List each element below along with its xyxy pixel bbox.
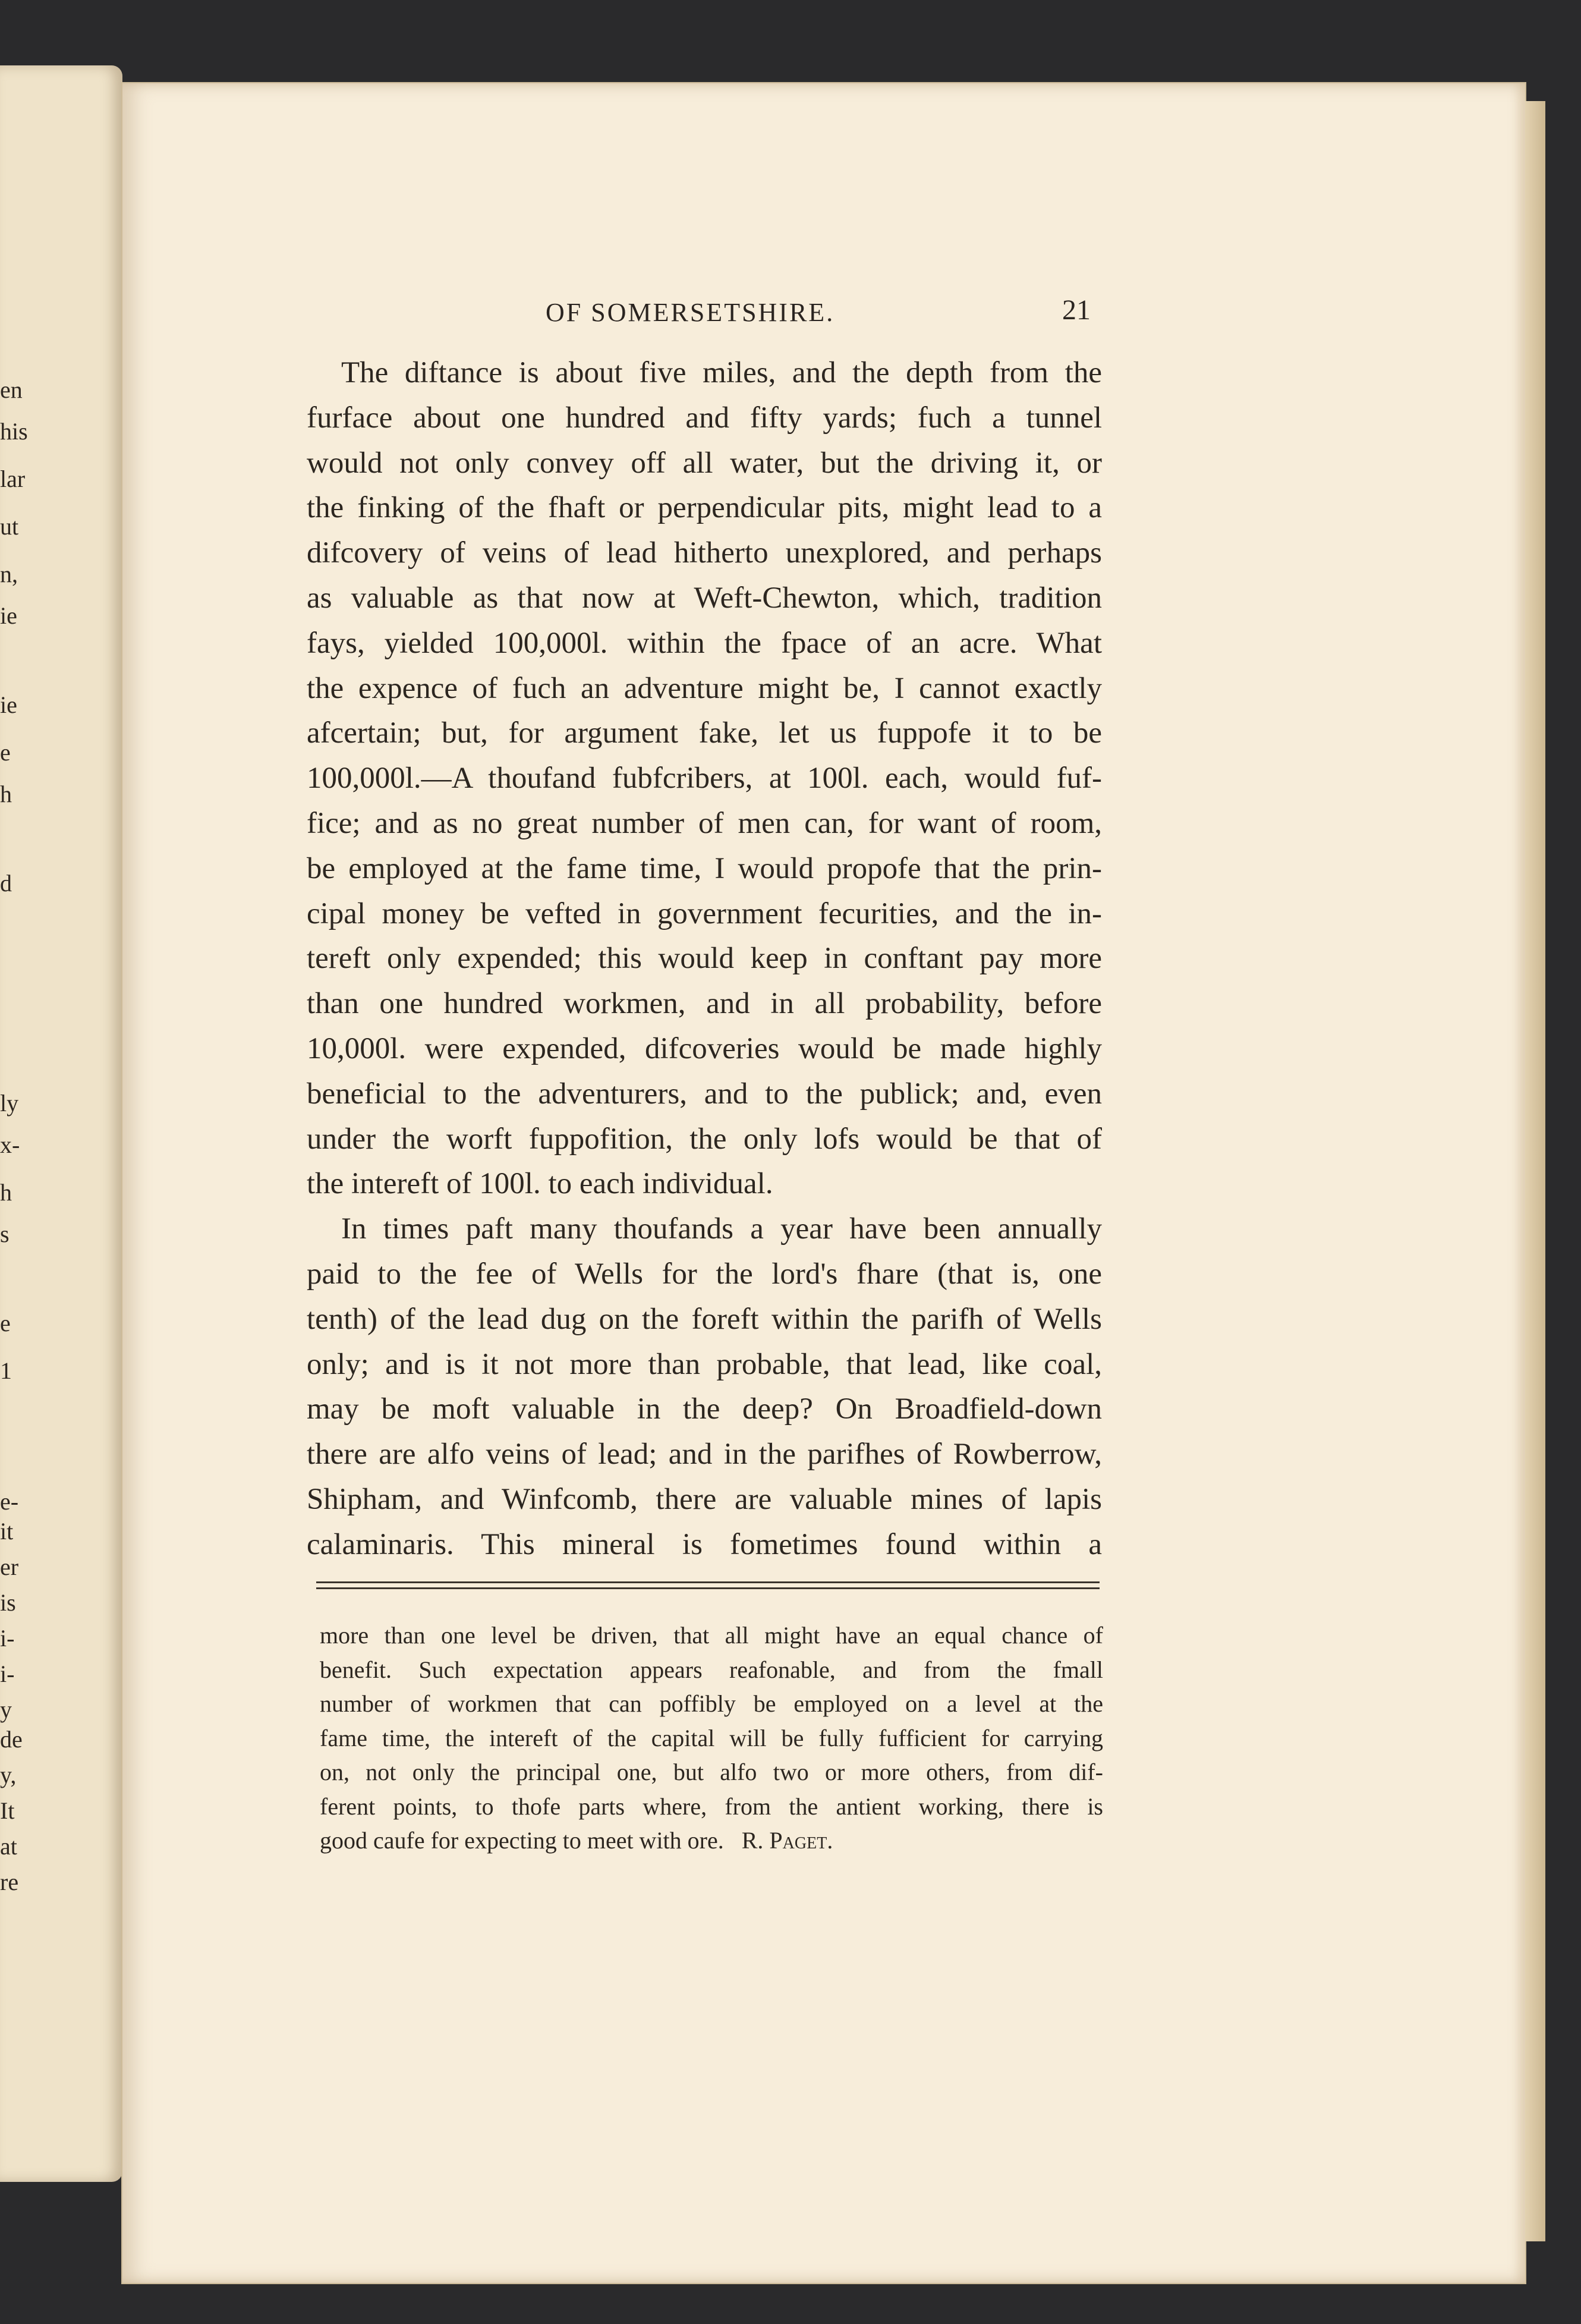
left-fragment: his — [0, 418, 28, 445]
left-fragment: e- — [0, 1488, 19, 1515]
left-fragment: 1 — [0, 1357, 12, 1384]
text-line: the expence of fuch an adventure might be, I cannot exactly — [307, 671, 1102, 705]
left-fragment: lar — [0, 466, 26, 492]
text-line: calaminaris. This mineral is fometimes found within a — [307, 1527, 1102, 1561]
text-line: there are alfo veins of lead; and in the parifhes of Rowberrow, — [307, 1438, 1102, 1471]
left-fragment: ut — [0, 513, 19, 540]
footnote-line — [320, 1823, 1103, 1858]
left-fragment: y, — [0, 1762, 17, 1788]
left-fragment: re — [0, 1869, 19, 1895]
left-fragment: is — [0, 1589, 16, 1616]
text-line: only; and is it not more than probable, that lead, like coal, — [307, 1347, 1102, 1381]
page-number: 21 — [1062, 294, 1091, 326]
left-fragment: e — [0, 1310, 11, 1336]
footnote-rule — [316, 1587, 1100, 1589]
text-line: would not only convey off all water, but the driving it, or — [307, 446, 1102, 480]
running-head: OF SOMERSETSHIRE. — [546, 298, 835, 327]
page-edge — [1525, 101, 1545, 2241]
left-fragment: ly — [0, 1090, 19, 1117]
left-fragment: e — [0, 739, 11, 766]
left-fragment: er — [0, 1553, 19, 1580]
text-line: the finking of the fhaft or perpendicular pits, might lead to a — [307, 491, 1102, 525]
left-fragment: ie — [0, 691, 17, 718]
text-line: afcertain; but, for argument fake, let us fuppofe it to be — [307, 716, 1102, 750]
text-line: be employed at the fame time, I would propofe that the prin- — [307, 851, 1102, 885]
left-fragment: n, — [0, 561, 18, 587]
footnote-line: on, not only the principal one, but alfo two or more others, from dif- — [320, 1759, 1103, 1785]
left-fragment: y — [0, 1696, 12, 1723]
text-line: Shipham, and Winfcomb, there are valuable mines of lapis — [307, 1482, 1102, 1516]
left-fragment: ie — [0, 602, 17, 629]
left-fragment: i- — [0, 1661, 15, 1687]
footnote — [320, 1618, 1103, 1858]
text-line: tenth) of the lead dug on the foreft within the parifh of Wells — [307, 1302, 1102, 1336]
text-line: difcovery of veins of lead hitherto unexplored, and perhaps — [307, 536, 1102, 570]
footnote-line: more than one level be driven, that all might have an equal chance of — [320, 1622, 1103, 1649]
text-line: fays, yielded 100,000l. within the fpace of an acre. What — [307, 626, 1102, 660]
text-line: the intereft of 100l. to each individual. — [307, 1167, 773, 1201]
left-fragment: i- — [0, 1625, 15, 1652]
left-fragment: h — [0, 1179, 12, 1206]
text-line: In times paft many thoufands a year have been annually — [341, 1212, 1102, 1246]
text-line: paid to the fee of Wells for the lord's fhare (that is, one — [307, 1257, 1102, 1291]
text-line: 100,000l.—A thoufand fubfcribers, at 100l. each, would fuf- — [307, 762, 1102, 795]
left-fragment: It — [0, 1797, 15, 1824]
footnote-final-text: good caufe for expecting to meet with ore. — [320, 1827, 724, 1854]
footnote-line: number of workmen that can poffibly be employed on a level at the — [320, 1690, 1103, 1717]
text-line: The diftance is about five miles, and the depth from the — [341, 356, 1102, 389]
text-line: fice; and as no great number of men can, for want of room, — [307, 806, 1102, 840]
left-fragment: de — [0, 1726, 23, 1753]
text-line: tereft only expended; this would keep in conftant pay more — [307, 942, 1102, 976]
text-line: as valuable as that now at Weft-Chewton, which, tradition — [307, 581, 1102, 615]
text-line: may be moft valuable in the deep? On Broadfield-down — [307, 1392, 1102, 1426]
left-fragment: en — [0, 376, 23, 403]
left-fragment: s — [0, 1221, 10, 1247]
left-fragment: x- — [0, 1131, 20, 1158]
footnote-line: ferent points, to thofe parts where, from the antient working, there is — [320, 1792, 1103, 1820]
left-fragment: d — [0, 870, 12, 897]
footnote-rule — [316, 1581, 1100, 1583]
text-line: under the worft fuppofition, the only lofs would be that of — [307, 1122, 1102, 1156]
text-line: beneficial to the adventurers, and to the publick; and, even — [307, 1077, 1102, 1111]
left-fragment: at — [0, 1833, 17, 1860]
text-line: 10,000l. were expended, difcoveries would be made highly — [307, 1032, 1102, 1065]
footnote-line: fame time, the intereft of the capital will be fully fufficient for carrying — [320, 1724, 1103, 1751]
body-text — [307, 351, 1102, 1568]
left-fragment: h — [0, 781, 12, 807]
footnote-line: benefit. Such expectation appears reafonable, and from the fmall — [320, 1656, 1103, 1683]
text-line: cipal money be vefted in government fecurities, and the in- — [307, 897, 1102, 930]
text-line: than one hundred workmen, and in all probability, before — [307, 987, 1102, 1021]
left-fragment: it — [0, 1518, 14, 1545]
footnote-signature: R. Paget. — [741, 1827, 833, 1854]
text-line: furface about one hundred and fifty yards; fuch a tunnel — [307, 401, 1102, 435]
